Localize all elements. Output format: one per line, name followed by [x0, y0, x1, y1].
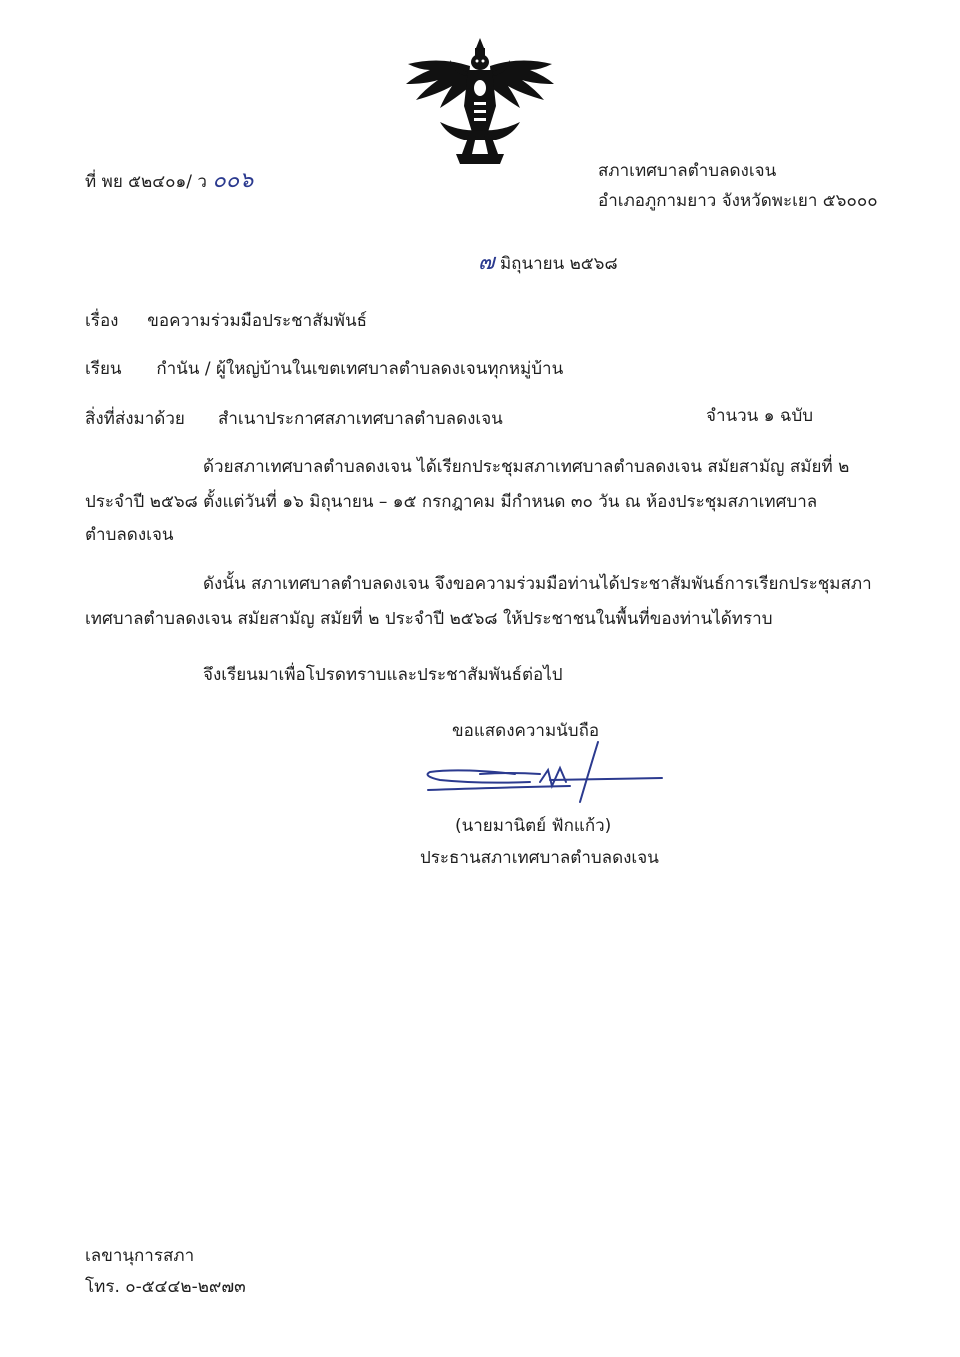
subject-line [85, 310, 367, 332]
attachment-quantity: จำนวน ๑ ฉบับ [706, 406, 814, 426]
footer-phone: โทร. ๐-๕๔๔๒-๒๙๗๓ [85, 1277, 246, 1297]
garuda-emblem-icon [400, 36, 560, 166]
recipient-text: กำนัน / ผู้ใหญ่บ้านในเขตเทศบาลตำบลดงเจนทุกหมู่บ้าน [156, 359, 564, 379]
office-address: อำเภอภูกามยาว จังหวัดพะเยา ๕๖๐๐๐ [598, 191, 878, 211]
closing-request: จึงเรียนมาเพื่อโปรดทราบและประชาสัมพันธ์ต่อไป [203, 665, 563, 685]
reference-number [85, 170, 253, 193]
signer-position: ประธานสภาเทศบาลตำบลดงเจน [420, 848, 659, 868]
recipient-label: เรียน [85, 359, 122, 379]
attachment-text: สำเนาประกาศสภาเทศบาลตำบลดงเจน [218, 409, 503, 429]
reference-handwritten-number: ๐๐๖ [212, 168, 254, 193]
office-name: สภาเทศบาลตำบลดงเจน [598, 161, 777, 181]
subject-text: ขอความร่วมมือประชาสัมพันธ์ [147, 311, 367, 331]
handwritten-signature [420, 738, 670, 808]
paragraph-1-line-2: ประจำปี ๒๕๖๘ ตั้งแต่วันที่ ๑๖ มิถุนายน – ๑๕ กรกฎาคม มีกำหนด ๓๐ วัน ณ ห้องประชุมสภาเทศบาล [85, 492, 818, 512]
paragraph-2-line-1: ดังนั้น สภาเทศบาลตำบลดงเจน จึงขอความร่วมมือท่านได้ประชาสัมพันธ์การเรียกประชุมสภา [203, 574, 872, 594]
recipient-line [85, 358, 563, 380]
date-day-handwritten: ๗ [478, 250, 495, 275]
reference-prefix: ที่ พย ๕๒๔๐๑/ ว [85, 172, 207, 192]
letter-date [478, 252, 618, 275]
salutation: ขอแสดงความนับถือ [452, 721, 600, 741]
signer-name: (นายมานิตย์ ฟักแก้ว) [455, 816, 612, 836]
date-month-year: มิถุนายน ๒๕๖๘ [499, 254, 618, 274]
footer-department: เลขานุการสภา [85, 1246, 195, 1266]
attachment-label: สิ่งที่ส่งมาด้วย [85, 409, 185, 429]
subject-label: เรื่อง [85, 311, 119, 331]
paragraph-1-line-1: ด้วยสภาเทศบาลตำบลดงเจน ได้เรียกประชุมสภาเทศบาลตำบลดงเจน สมัยสามัญ สมัยที่ ๒ [203, 457, 850, 477]
paragraph-2-line-2: เทศบาลตำบลดงเจน สมัยสามัญ สมัยที่ ๒ ประจำปี ๒๕๖๘ ให้ประชาชนในพื้นที่ของท่านได้ทราบ [85, 609, 773, 629]
paragraph-1-line-3: ตำบลดงเจน [85, 525, 174, 545]
